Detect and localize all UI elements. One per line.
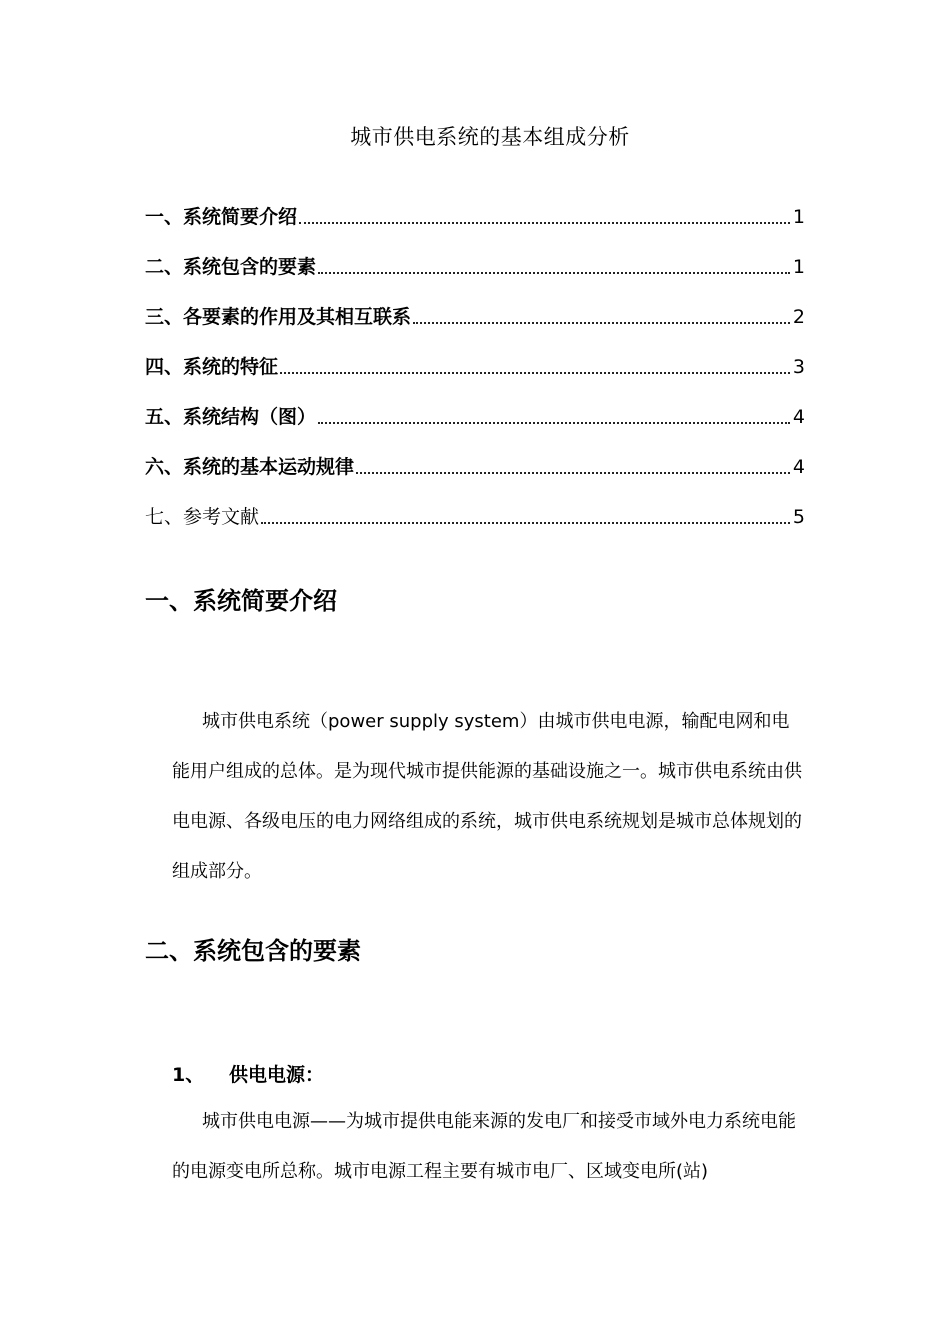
toc-entry[interactable] bbox=[145, 432, 805, 482]
power-source-paragraph: 城市供电电源——为城市提供电能来源的发电厂和接受市域外电力系统电能的电源变电所总称。城市电源工程主要有城市电厂、区域变电所(站) bbox=[172, 1111, 796, 1182]
toc-entry-page: 1 bbox=[792, 206, 805, 228]
toc-entry-page: 3 bbox=[792, 356, 805, 378]
toc-entry-label: 一、系统简要介绍 bbox=[145, 206, 298, 228]
toc-leader-dots bbox=[299, 222, 790, 224]
toc-entry-label: 七、参考文献 bbox=[145, 506, 260, 528]
intro-paragraph: 城市供电系统（power supply system）由城市供电电源，输配电网和电能用户组成的总体。是为现代城市提供能源的基础设施之一。城市供电系统由供电电源、各级电压的电力网络组成的系统，城市供电系统规划是城市总体规划的组成部分。 bbox=[172, 711, 802, 882]
subheading-number: 1、 bbox=[172, 1064, 205, 1086]
toc-leader-dots bbox=[356, 472, 790, 474]
toc-entry[interactable] bbox=[145, 482, 805, 532]
toc-entry-label: 五、系统结构（图） bbox=[145, 406, 317, 428]
toc-entry-page: 4 bbox=[792, 406, 805, 428]
toc-entry-page: 1 bbox=[792, 256, 805, 278]
toc-entry-page: 2 bbox=[792, 306, 805, 328]
section-heading-intro: 一、系统简要介绍 bbox=[145, 587, 337, 615]
toc-entry-label: 二、系统包含的要素 bbox=[145, 256, 317, 278]
toc-entry-label: 四、系统的特征 bbox=[145, 356, 279, 378]
toc-leader-dots bbox=[318, 422, 790, 424]
toc-leader-dots bbox=[280, 372, 790, 374]
toc-entry[interactable] bbox=[145, 282, 805, 332]
section-heading-elements: 二、系统包含的要素 bbox=[145, 937, 361, 965]
toc-leader-dots bbox=[318, 272, 790, 274]
subheading-title: 供电电源： bbox=[229, 1064, 325, 1086]
toc-entry-page: 5 bbox=[792, 506, 805, 528]
toc-entry-page: 4 bbox=[792, 456, 805, 478]
toc-entry[interactable] bbox=[145, 232, 805, 282]
toc-entry-label: 六、系统的基本运动规律 bbox=[145, 456, 355, 478]
toc-entry[interactable] bbox=[145, 182, 805, 232]
toc-leader-dots bbox=[261, 522, 790, 524]
toc-entry[interactable] bbox=[145, 382, 805, 432]
subheading-power-source bbox=[172, 1060, 324, 1090]
table-of-contents bbox=[145, 182, 805, 532]
document-title: 城市供电系统的基本组成分析 bbox=[350, 125, 630, 149]
toc-entry-label: 三、各要素的作用及其相互联系 bbox=[145, 306, 412, 328]
toc-leader-dots bbox=[413, 322, 790, 324]
toc-entry[interactable] bbox=[145, 332, 805, 382]
